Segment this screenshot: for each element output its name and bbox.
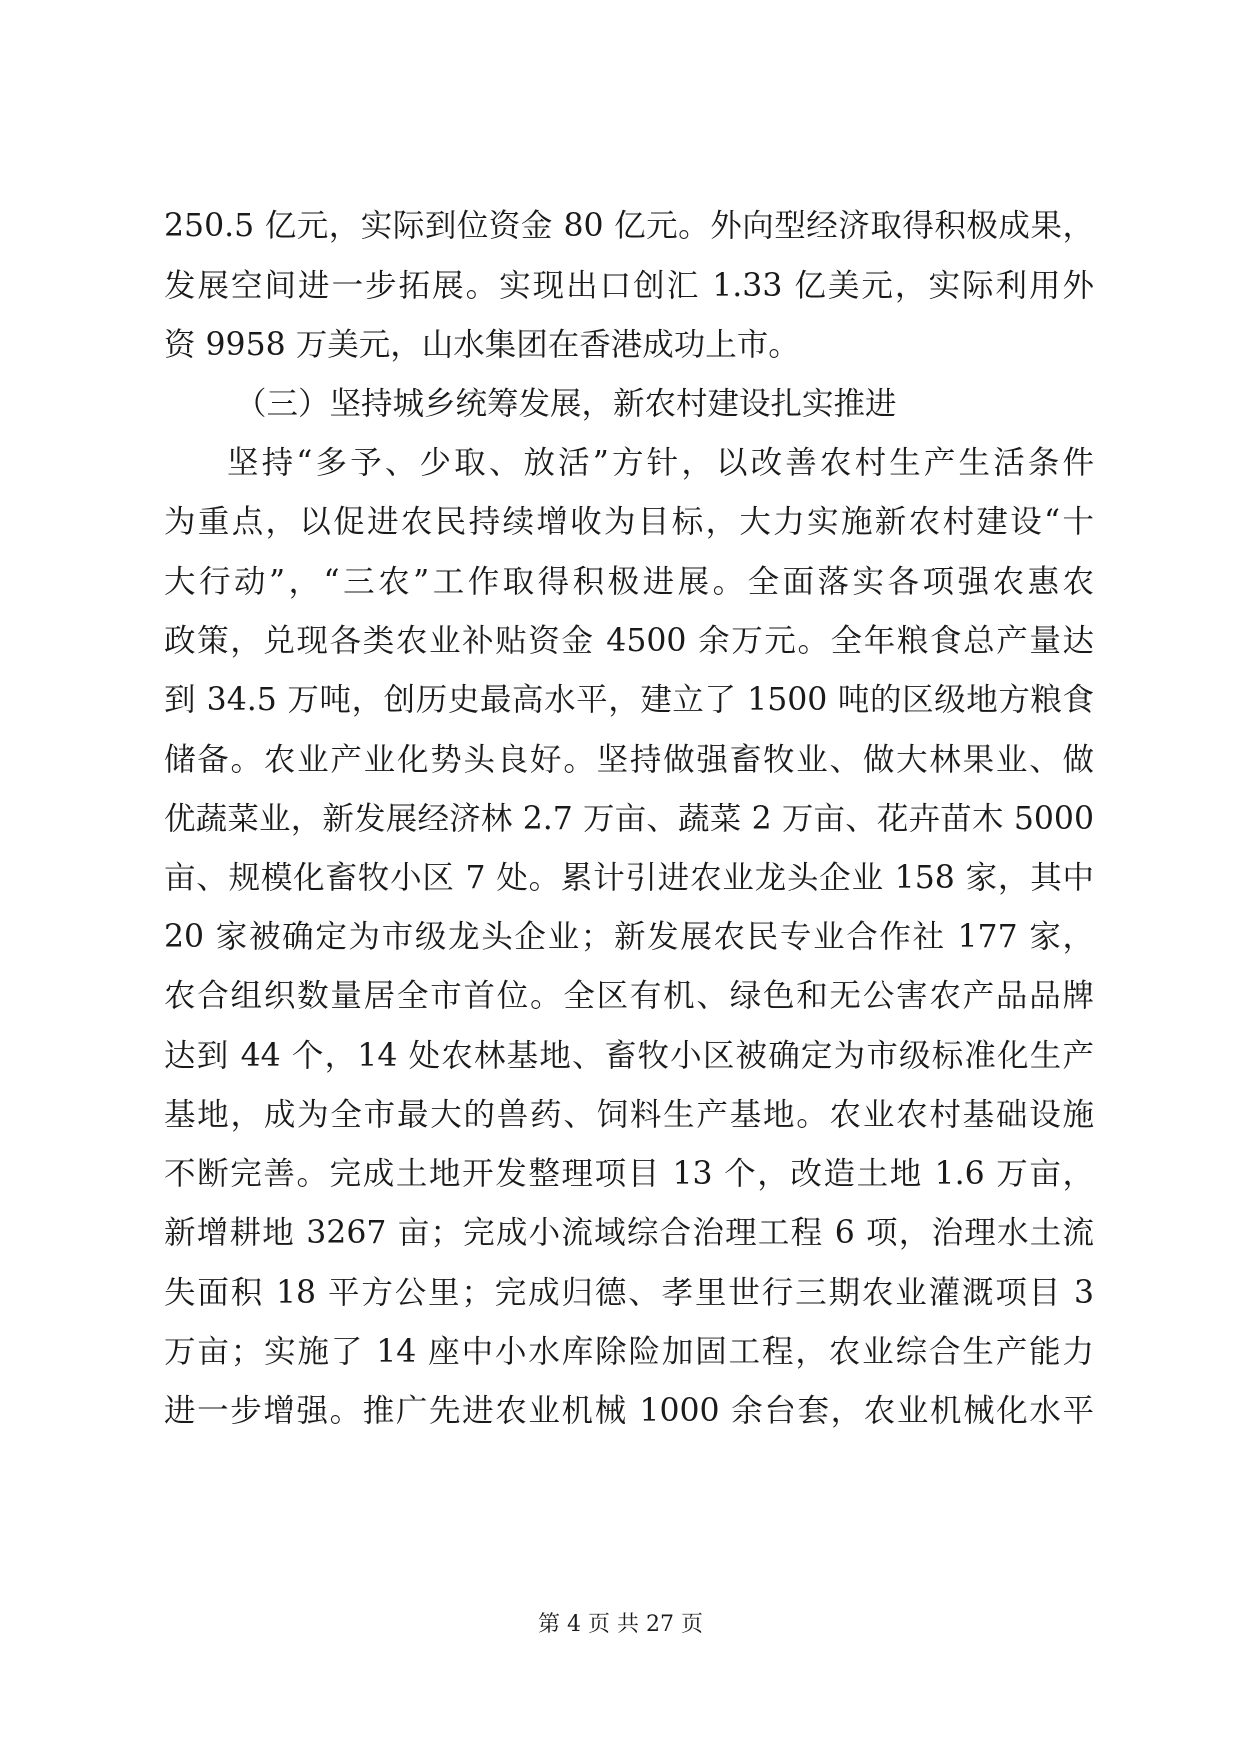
body-line: 进一步增强。推广先进农业机械 1000 余台套，农业机械化水平 [164,1393,1094,1429]
body-line: 坚持“多予、少取、放活”方针，以改善农村生产生活条件 [227,445,1094,481]
body-line: 资 9958 万美元，山水集团在香港成功上市。 [164,327,800,363]
body-line: 为重点，以促进农民持续增收为目标，大力实施新农村建设“十 [164,504,1094,540]
body-line: 储备。农业产业化势头良好。坚持做强畜牧业、做大林果业、做 [164,742,1094,778]
body-line: 政策，兑现各类农业补贴资金 4500 余万元。全年粮食总产量达 [164,623,1094,659]
body-line: 大行动”，“三农”工作取得积极进展。全面落实各项强农惠农 [164,564,1094,600]
body-line: 农合组织数量居全市首位。全区有机、绿色和无公害农产品品牌 [164,978,1094,1014]
body-line: 万亩；实施了 14 座中小水库除险加固工程，农业综合生产能力 [164,1334,1094,1370]
body-line: 发展空间进一步拓展。实现出口创汇 1.33 亿美元，实际利用外 [164,268,1094,304]
body-line: 20 家被确定为市级龙头企业；新发展农民专业合作社 177 家， [164,919,1094,955]
body-line: 亩、规模化畜牧小区 7 处。累计引进农业龙头企业 158 家，其中 [164,860,1094,896]
body-line: 新增耕地 3267 亩；完成小流域综合治理工程 6 项，治理水土流 [164,1215,1094,1251]
body-line: 优蔬菜业，新发展经济林 2.7 万亩、蔬菜 2 万亩、花卉苗木 5000 [164,801,1094,837]
body-line: 不断完善。完成土地开发整理项目 13 个，改造土地 1.6 万亩， [164,1156,1094,1192]
body-line: 到 34.5 万吨，创历史最高水平，建立了 1500 吨的区级地方粮食 [164,682,1094,718]
body-line: 达到 44 个，14 处农林基地、畜牧小区被确定为市级标准化生产 [164,1038,1094,1074]
body-line: 失面积 18 平方公里；完成归德、孝里世行三期农业灌溉项目 3 [164,1275,1094,1311]
section-heading: （三）坚持城乡统筹发展，新农村建设扎实推进 [235,386,897,422]
page-number-footer: 第 4 页 共 27 页 [538,1612,703,1637]
body-line: 基地，成为全市最大的兽药、饲料生产基地。农业农村基础设施 [164,1097,1094,1133]
body-line: 250.5 亿元，实际到位资金 80 亿元。外向型经济取得积极成果， [164,208,1094,244]
